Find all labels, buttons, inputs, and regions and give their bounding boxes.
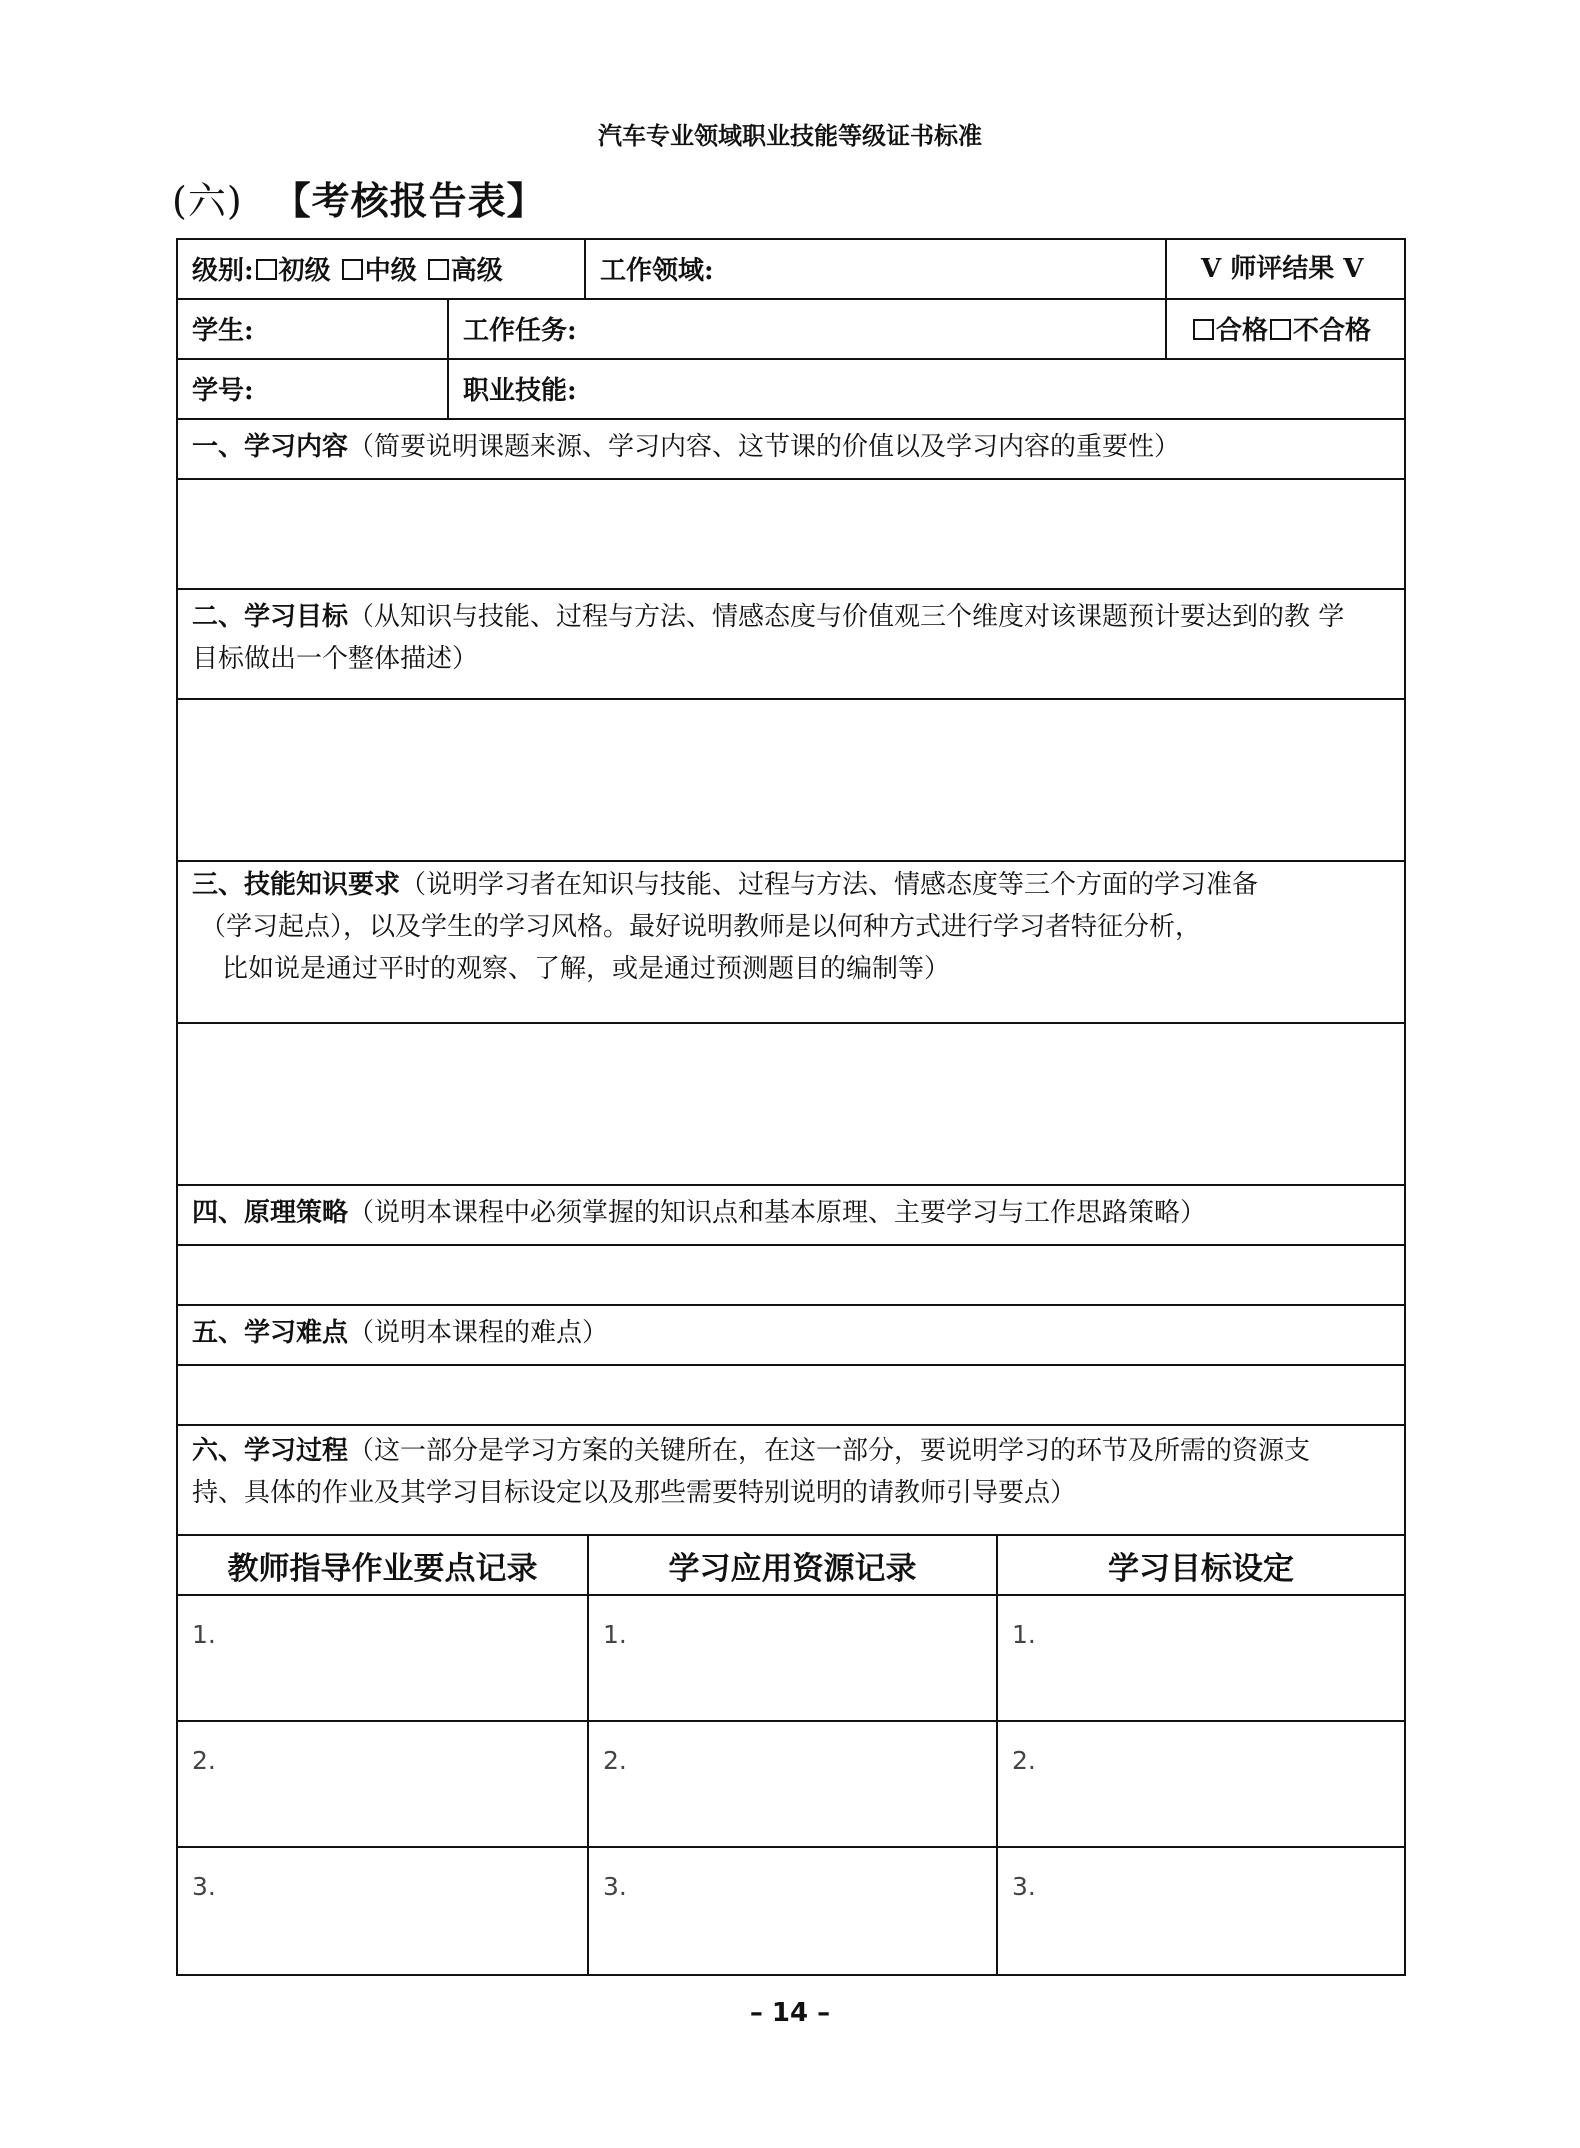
section-heading	[172, 170, 546, 225]
table-cell[interactable]	[996, 1846, 1406, 1976]
item-number: 3.	[603, 1872, 627, 1901]
skill-label: 职业技能:	[463, 376, 577, 406]
section-title: 【考核报告表】	[272, 178, 546, 223]
item-number: 3.	[1012, 1872, 1036, 1901]
page-number: – 14 –	[749, 1998, 831, 2028]
evaluation-label: V 师评结果 V	[1201, 254, 1364, 284]
section-2-desc: （从知识与技能、过程与方法、情感态度与价值观三个维度对该课题预计要达到的教 学	[348, 602, 1345, 632]
table-cell[interactable]	[176, 1594, 589, 1722]
item-number: 1.	[603, 1620, 627, 1649]
section-3-desc-line2: （学习起点），以及学生的学习风格。最好说明教师是以何种方式进行学习者特征分析，	[200, 912, 1202, 942]
table-cell[interactable]	[176, 1720, 589, 1848]
section-3-title: 三、技能知识要求	[192, 870, 401, 900]
student-id-label: 学号:	[192, 376, 254, 406]
item-number: 1.	[192, 1620, 216, 1649]
section-2-content[interactable]	[176, 698, 1406, 862]
level-cell	[176, 238, 586, 300]
section-5-desc: （说明本课程的难点）	[348, 1318, 609, 1348]
item-number: 2.	[192, 1746, 216, 1775]
student-id-cell	[176, 358, 449, 420]
section-1-header	[176, 418, 1406, 480]
level-option-3: 高级	[450, 256, 503, 286]
item-number: 1.	[1012, 1620, 1036, 1649]
pass-checkbox[interactable]	[1193, 319, 1214, 340]
student-cell	[176, 298, 449, 360]
level-option-2: 中级	[364, 256, 417, 286]
section-3-header	[176, 860, 1406, 1024]
section-2-title: 二、学习目标	[192, 602, 349, 632]
section-4-desc: （说明本课程中必须掌握的知识点和基本原理、主要学习与工作思路策略）	[348, 1198, 1207, 1228]
section-number: (六)	[172, 179, 243, 223]
document-header: 汽车专业领域职业技能等级证书标准	[598, 121, 982, 150]
section-5-content[interactable]	[176, 1364, 1406, 1426]
level-checkbox-3[interactable]	[428, 259, 449, 280]
level-label: 级别:	[192, 256, 254, 286]
section-3-content[interactable]	[176, 1022, 1406, 1186]
section-1-desc: （简要说明课题来源、学习内容、这节课的价值以及学习内容的重要性）	[348, 432, 1181, 462]
item-number: 2.	[603, 1746, 627, 1775]
section-1-content[interactable]	[176, 478, 1406, 590]
table-cell[interactable]	[996, 1720, 1406, 1848]
section-6-title: 六、学习过程	[192, 1436, 349, 1466]
result-cell	[1165, 298, 1406, 360]
work-area-label: 工作领域:	[600, 256, 714, 286]
work-area-cell	[584, 238, 1167, 300]
section-2-header	[176, 588, 1406, 700]
table-cell[interactable]	[587, 1846, 998, 1976]
evaluation-cell	[1165, 238, 1406, 300]
section-1-title: 一、学习内容	[192, 432, 349, 462]
level-checkbox-1[interactable]	[256, 259, 277, 280]
section-5-title: 五、学习难点	[192, 1318, 349, 1348]
task-label: 工作任务:	[463, 316, 577, 346]
section-3-desc-line3: 比如说是通过平时的观察、了解，或是通过预测题目的编制等）	[222, 954, 951, 984]
column-header-resources: 学习应用资源记录	[587, 1534, 998, 1596]
table-cell[interactable]	[587, 1594, 998, 1722]
column-header-teacher: 教师指导作业要点记录	[176, 1534, 589, 1596]
section-6-desc: （这一部分是学习方案的关键所在，在这一部分，要说明学习的环节及所需的资源支	[348, 1436, 1311, 1466]
task-cell	[447, 298, 1167, 360]
student-label: 学生:	[192, 316, 254, 346]
section-6-desc-line2: 持、具体的作业及其学习目标设定以及那些需要特别说明的请教师引导要点）	[192, 1478, 1077, 1508]
section-4-content[interactable]	[176, 1244, 1406, 1306]
skill-cell	[447, 358, 1406, 420]
pass-option: 合格	[1216, 316, 1269, 346]
table-cell[interactable]	[176, 1846, 589, 1976]
level-checkbox-2[interactable]	[342, 259, 363, 280]
item-number: 2.	[1012, 1746, 1036, 1775]
column-header-goals: 学习目标设定	[996, 1534, 1406, 1596]
table-cell[interactable]	[996, 1594, 1406, 1722]
fail-option: 不合格	[1293, 316, 1372, 346]
section-6-header	[176, 1424, 1406, 1536]
result-options	[1191, 310, 1371, 347]
item-number: 3.	[192, 1872, 216, 1901]
section-4-header	[176, 1184, 1406, 1246]
section-2-desc-line2: 目标做出一个整体描述）	[192, 644, 479, 674]
table-cell[interactable]	[587, 1720, 998, 1848]
section-4-title: 四、原理策略	[192, 1198, 349, 1228]
section-3-desc: （说明学习者在知识与技能、过程与方法、情感态度等三个方面的学习准备	[400, 870, 1259, 900]
section-5-header	[176, 1304, 1406, 1366]
fail-checkbox[interactable]	[1270, 319, 1291, 340]
level-option-1: 初级	[278, 256, 331, 286]
level-field	[192, 250, 503, 287]
